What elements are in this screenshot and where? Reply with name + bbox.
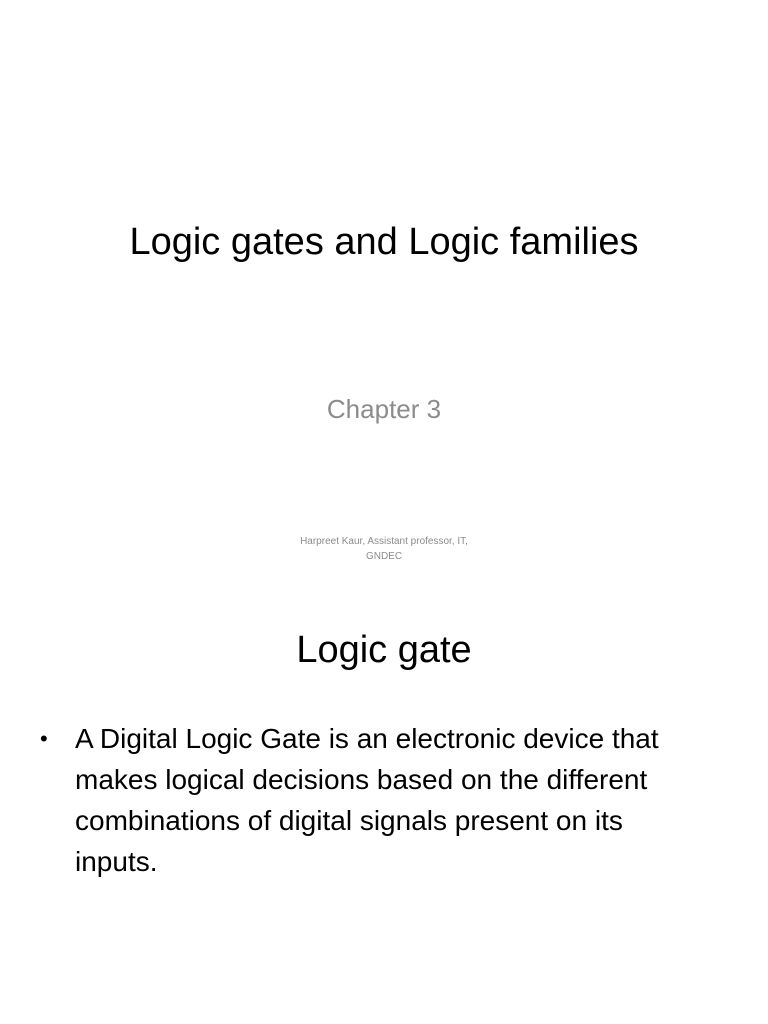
author-footer <box>234 534 534 564</box>
author-footer-line-1: Harpreet Kaur, Assistant professor, IT, <box>300 536 468 547</box>
bullet-text: A Digital Logic Gate is an electronic device that makes logical decisions based on the different combinations of digital signals present on its inputs. <box>75 723 659 877</box>
slide-title: Logic gate <box>296 629 472 671</box>
author-footer-line-2: GNDEC <box>365 551 403 562</box>
chapter-subtitle: Chapter 3 <box>326 394 442 424</box>
bullet-list <box>40 718 700 882</box>
bullet-item <box>40 718 700 882</box>
presentation-title: Logic gates and Logic families <box>129 221 639 263</box>
bullet-marker: • <box>40 726 48 751</box>
content-slide <box>0 590 768 1024</box>
